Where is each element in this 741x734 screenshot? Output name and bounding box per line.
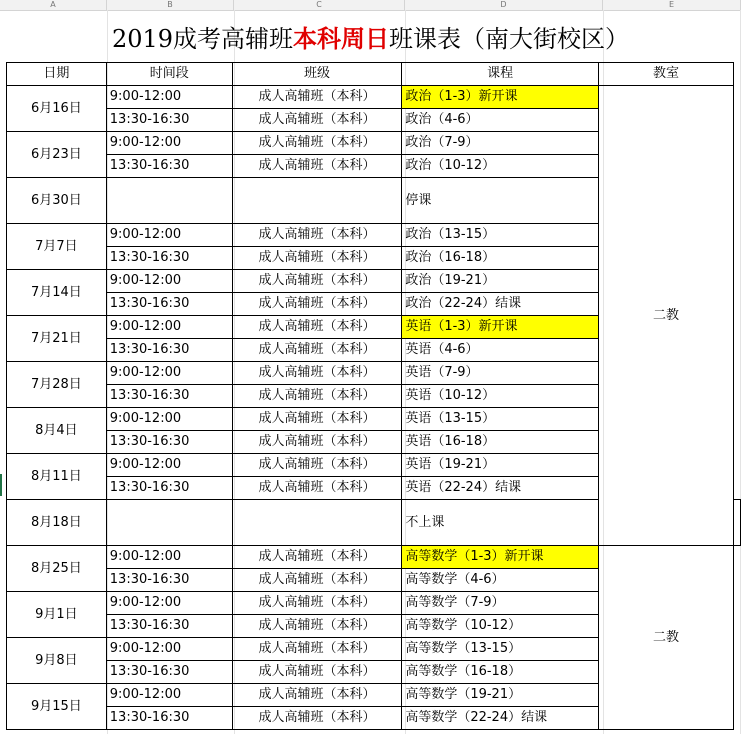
- table-row: [7, 546, 741, 569]
- class-cell[interactable]: 成人高辅班（本科）: [232, 638, 402, 661]
- class-cell[interactable]: 成人高辅班（本科）: [232, 316, 402, 339]
- time-cell[interactable]: 13:30-16:30: [106, 109, 232, 132]
- date-cell[interactable]: 9月15日: [7, 684, 107, 730]
- course-cell[interactable]: 政治（19-21）: [402, 270, 599, 293]
- sheet-title: [0, 10, 741, 62]
- header-date[interactable]: 日期: [7, 63, 107, 86]
- course-cell[interactable]: 高等数学（16-18）: [402, 661, 599, 684]
- course-cell[interactable]: 高等数学（19-21）: [402, 684, 599, 707]
- classroom-cell[interactable]: [734, 500, 741, 546]
- time-cell[interactable]: 9:00-12:00: [106, 638, 232, 661]
- class-cell[interactable]: 成人高辅班（本科）: [232, 592, 402, 615]
- course-cell[interactable]: 政治（22-24）结课: [402, 293, 599, 316]
- time-cell[interactable]: 13:30-16:30: [106, 431, 232, 454]
- column-letter-c[interactable]: C: [234, 0, 405, 10]
- course-cell[interactable]: 英语（10-12）: [402, 385, 599, 408]
- course-cell[interactable]: 高等数学（10-12）: [402, 615, 599, 638]
- row-selection-marker: [0, 474, 2, 496]
- class-cell[interactable]: 成人高辅班（本科）: [232, 247, 402, 270]
- date-cell[interactable]: 8月11日: [7, 454, 107, 500]
- time-cell[interactable]: 9:00-12:00: [106, 546, 232, 569]
- time-cell[interactable]: 9:00-12:00: [106, 316, 232, 339]
- header-room[interactable]: 教室: [598, 63, 733, 86]
- course-cell[interactable]: 政治（16-18）: [402, 247, 599, 270]
- header-row: [7, 63, 741, 86]
- time-cell[interactable]: 13:30-16:30: [106, 155, 232, 178]
- class-cell[interactable]: 成人高辅班（本科）: [232, 339, 402, 362]
- time-cell[interactable]: [106, 500, 232, 546]
- course-cell[interactable]: 英语（16-18）: [402, 431, 599, 454]
- class-cell[interactable]: 成人高辅班（本科）: [232, 408, 402, 431]
- course-cell[interactable]: 英语（4-6）: [402, 339, 599, 362]
- class-cell[interactable]: 成人高辅班（本科）: [232, 684, 402, 707]
- title-text-part2: 班课表（南大街校区）: [389, 24, 630, 53]
- classroom-cell[interactable]: 二教: [598, 86, 733, 546]
- header-course[interactable]: 课程: [402, 63, 599, 86]
- class-cell[interactable]: 成人高辅班（本科）: [232, 431, 402, 454]
- time-cell[interactable]: 9:00-12:00: [106, 408, 232, 431]
- header-time[interactable]: 时间段: [106, 63, 232, 86]
- course-cell[interactable]: 不上课: [402, 500, 599, 546]
- course-cell[interactable]: 政治（1-3）新开课: [402, 86, 599, 109]
- date-cell[interactable]: 8月25日: [7, 546, 107, 592]
- date-cell[interactable]: 6月16日: [7, 86, 107, 132]
- time-cell[interactable]: 13:30-16:30: [106, 707, 232, 730]
- class-cell[interactable]: [232, 178, 402, 224]
- time-cell[interactable]: 9:00-12:00: [106, 224, 232, 247]
- date-cell[interactable]: 6月23日: [7, 132, 107, 178]
- course-cell[interactable]: 政治（7-9）: [402, 132, 599, 155]
- column-letter-a[interactable]: A: [0, 0, 107, 10]
- date-cell[interactable]: 7月7日: [7, 224, 107, 270]
- time-cell[interactable]: 9:00-12:00: [106, 592, 232, 615]
- time-cell[interactable]: 13:30-16:30: [106, 477, 232, 500]
- course-cell[interactable]: 高等数学（4-6）: [402, 569, 599, 592]
- date-cell[interactable]: 6月30日: [7, 178, 107, 224]
- course-cell[interactable]: 英语（1-3）新开课: [402, 316, 599, 339]
- class-cell[interactable]: 成人高辅班（本科）: [232, 385, 402, 408]
- time-cell[interactable]: 13:30-16:30: [106, 385, 232, 408]
- schedule-table: [6, 62, 741, 730]
- time-cell[interactable]: 13:30-16:30: [106, 661, 232, 684]
- date-cell[interactable]: 7月21日: [7, 316, 107, 362]
- class-cell[interactable]: 成人高辅班（本科）: [232, 270, 402, 293]
- class-cell[interactable]: 成人高辅班（本科）: [232, 707, 402, 730]
- time-cell[interactable]: 13:30-16:30: [106, 247, 232, 270]
- class-cell[interactable]: 成人高辅班（本科）: [232, 477, 402, 500]
- class-cell[interactable]: 成人高辅班（本科）: [232, 293, 402, 316]
- time-cell[interactable]: [106, 178, 232, 224]
- course-cell[interactable]: 高等数学（7-9）: [402, 592, 599, 615]
- class-cell[interactable]: 成人高辅班（本科）: [232, 454, 402, 477]
- schedule-body: [7, 86, 741, 730]
- table-row: [7, 86, 741, 109]
- course-cell[interactable]: 政治（10-12）: [402, 155, 599, 178]
- class-cell[interactable]: 成人高辅班（本科）: [232, 109, 402, 132]
- time-cell[interactable]: 9:00-12:00: [106, 270, 232, 293]
- time-cell[interactable]: 9:00-12:00: [106, 454, 232, 477]
- time-cell[interactable]: 13:30-16:30: [106, 569, 232, 592]
- course-cell[interactable]: 高等数学（13-15）: [402, 638, 599, 661]
- header-class[interactable]: 班级: [232, 63, 402, 86]
- course-cell[interactable]: 英语（7-9）: [402, 362, 599, 385]
- date-cell[interactable]: 9月1日: [7, 592, 107, 638]
- date-cell[interactable]: 8月18日: [7, 500, 107, 546]
- date-cell[interactable]: 9月8日: [7, 638, 107, 684]
- course-cell[interactable]: 高等数学（22-24）结课: [402, 707, 599, 730]
- time-cell[interactable]: 13:30-16:30: [106, 339, 232, 362]
- course-cell[interactable]: 政治（13-15）: [402, 224, 599, 247]
- title-text-part1: 2019成考高辅班: [111, 24, 294, 53]
- date-cell[interactable]: 7月28日: [7, 362, 107, 408]
- course-cell[interactable]: 政治（4-6）: [402, 109, 599, 132]
- time-cell[interactable]: 13:30-16:30: [106, 293, 232, 316]
- class-cell[interactable]: 成人高辅班（本科）: [232, 546, 402, 569]
- time-cell[interactable]: 9:00-12:00: [106, 362, 232, 385]
- column-letter-e[interactable]: E: [603, 0, 741, 10]
- title-highlight: 本科周日: [293, 23, 390, 53]
- class-cell[interactable]: 成人高辅班（本科）: [232, 569, 402, 592]
- course-cell[interactable]: 英语（13-15）: [402, 408, 599, 431]
- course-cell[interactable]: 英语（22-24）结课: [402, 477, 599, 500]
- class-cell[interactable]: [232, 500, 402, 546]
- date-cell[interactable]: 7月14日: [7, 270, 107, 316]
- time-cell[interactable]: 9:00-12:00: [106, 132, 232, 155]
- column-letter-b[interactable]: B: [107, 0, 234, 10]
- course-cell[interactable]: 高等数学（1-3）新开课: [402, 546, 599, 569]
- date-cell[interactable]: 8月4日: [7, 408, 107, 454]
- course-cell[interactable]: 停课: [402, 178, 599, 224]
- class-cell[interactable]: 成人高辅班（本科）: [232, 155, 402, 178]
- class-cell[interactable]: 成人高辅班（本科）: [232, 661, 402, 684]
- class-cell[interactable]: 成人高辅班（本科）: [232, 615, 402, 638]
- time-cell[interactable]: 13:30-16:30: [106, 615, 232, 638]
- column-letter-d[interactable]: D: [405, 0, 603, 10]
- class-cell[interactable]: 成人高辅班（本科）: [232, 86, 402, 109]
- time-cell[interactable]: 9:00-12:00: [106, 86, 232, 109]
- class-cell[interactable]: 成人高辅班（本科）: [232, 132, 402, 155]
- classroom-cell[interactable]: 二教: [598, 546, 733, 730]
- class-cell[interactable]: 成人高辅班（本科）: [232, 224, 402, 247]
- course-cell[interactable]: 英语（19-21）: [402, 454, 599, 477]
- time-cell[interactable]: 9:00-12:00: [106, 684, 232, 707]
- class-cell[interactable]: 成人高辅班（本科）: [232, 362, 402, 385]
